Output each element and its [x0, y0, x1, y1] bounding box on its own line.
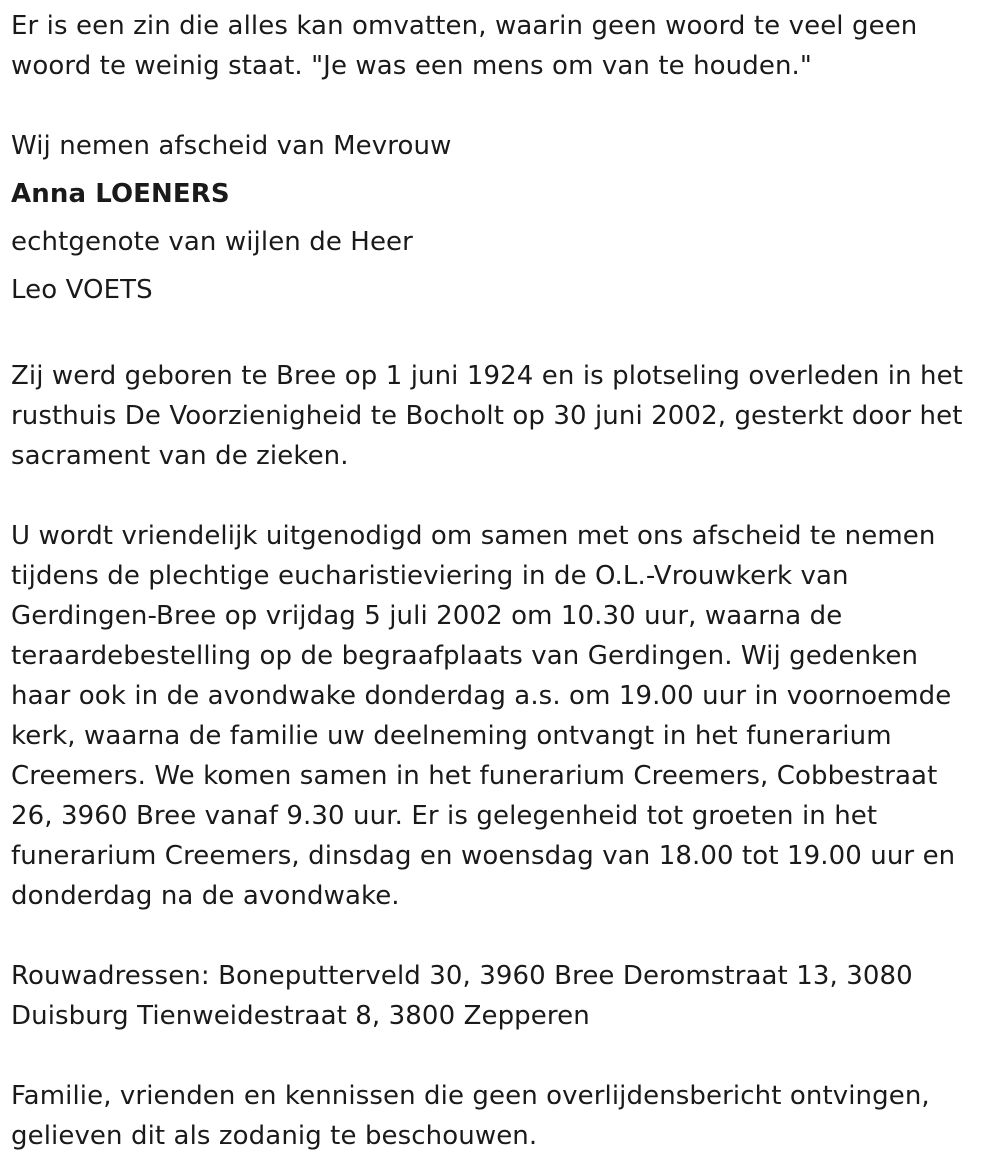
obituary-document: [11, 0, 991, 1156]
ceremony-line: Creemers. We komen samen in het funerarium Creemers, Cobbestraat: [11, 761, 938, 791]
addresses-line: Rouwadressen: Boneputterveld 30, 3960 Bree Deromstraat 13, 3080: [11, 961, 913, 991]
ceremony-line: haar ook in de avondwake donderdag a.s. om 19.00 uur in voornoemde: [11, 681, 952, 711]
birth-death-line: rusthuis De Voorzienigheid te Bocholt op 30 juni 2002, gesterkt door het: [11, 401, 963, 431]
ceremony-line: funerarium Creemers, dinsdag en woensdag van 18.00 tot 19.00 uur en: [11, 841, 956, 871]
birth-death-line: Zij werd geboren te Bree op 1 juni 1924 en is plotseling overleden in het: [11, 361, 964, 391]
spouse-name: Leo VOETS: [11, 275, 153, 305]
addresses-line: Duisburg Tienweidestraat 8, 3800 Zepperen: [11, 1001, 590, 1031]
opening-line-2: woord te weinig staat. "Je was een mens om van te houden.": [11, 51, 812, 81]
ceremony-paragraph: [11, 516, 991, 916]
ceremony-line: tijdens de plechtige eucharistieviering in de O.L.-Vrouwkerk van: [11, 561, 849, 591]
birth-death-line: sacrament van de zieken.: [11, 441, 349, 471]
ceremony-line: 26, 3960 Bree vanaf 9.30 uur. Er is gelegenheid tot groeten in het: [11, 801, 878, 831]
relation-text: echtgenote van wijlen de Heer: [11, 227, 413, 257]
ceremony-line: donderdag na de avondwake.: [11, 881, 400, 911]
closing-line: gelieven dit als zodanig te beschouwen.: [11, 1121, 538, 1151]
opening-line-1: Er is een zin die alles kan omvatten, waarin geen woord te veel geen: [11, 11, 918, 41]
ceremony-line: teraardebestelling op de begraafplaats van Gerdingen. Wij gedenken: [11, 641, 919, 671]
ceremony-line: U wordt vriendelijk uitgenodigd om samen met ons afscheid te nemen: [11, 521, 936, 551]
closing-paragraph: [11, 1076, 991, 1156]
ceremony-line: Gerdingen-Bree op vrijdag 5 juli 2002 om 10.30 uur, waarna de: [11, 601, 843, 631]
opening-quote-paragraph: [11, 6, 991, 86]
addresses-paragraph: [11, 956, 991, 1036]
announcement-intro: Wij nemen afscheid van Mevrouw: [11, 131, 452, 161]
closing-line: Familie, vrienden en kennissen die geen overlijdensbericht ontvingen,: [11, 1081, 930, 1111]
birth-death-paragraph: [11, 356, 991, 476]
deceased-name: Anna LOENERS: [11, 179, 230, 209]
announcement-block: [11, 122, 991, 314]
ceremony-line: kerk, waarna de familie uw deelneming ontvangt in het funerarium: [11, 721, 892, 751]
